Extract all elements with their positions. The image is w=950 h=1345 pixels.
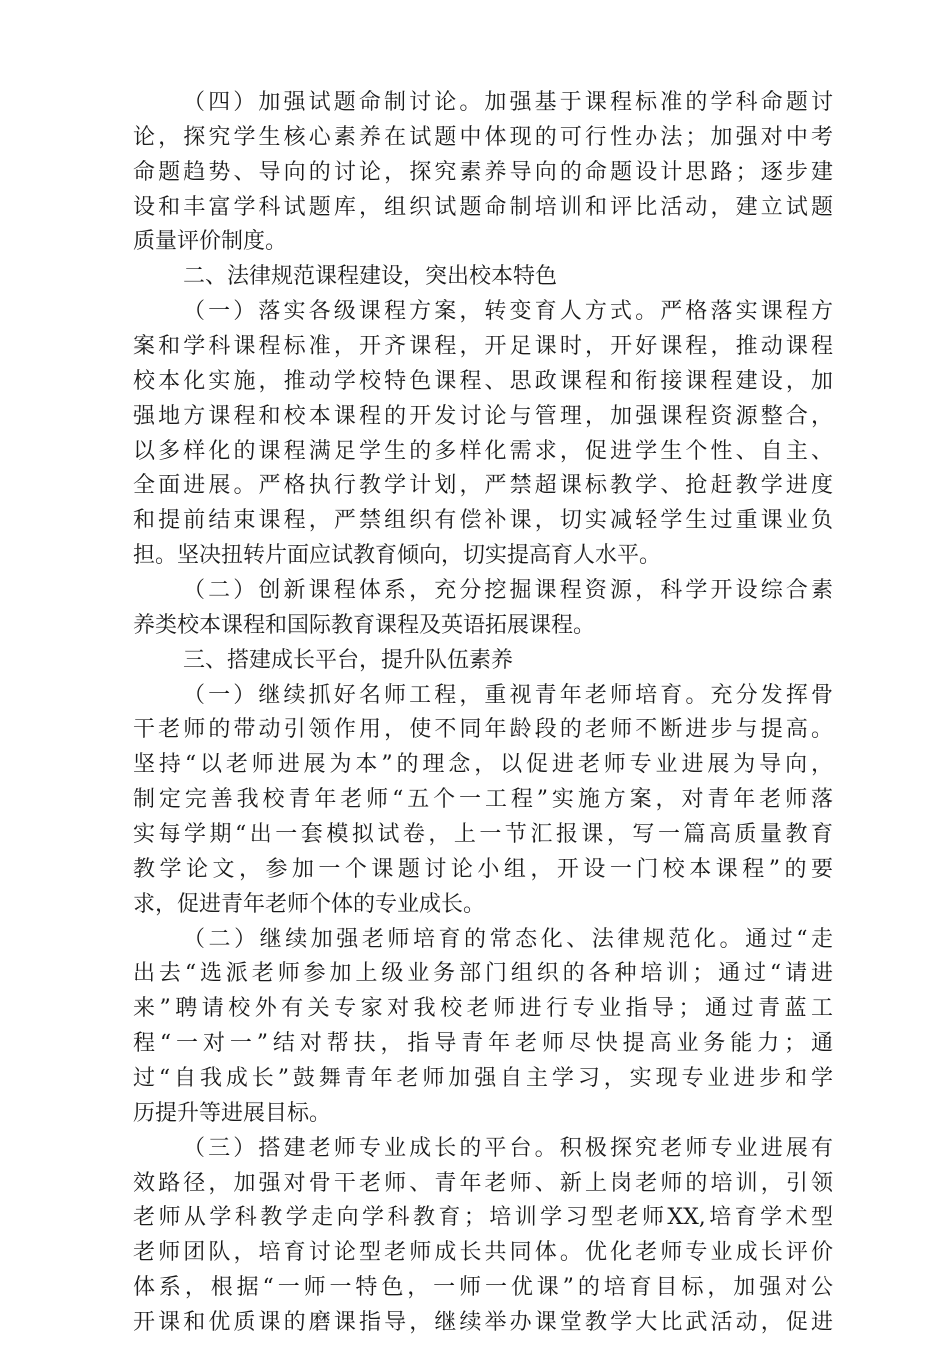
paragraph-4-line: 质量评价制度。 [133,229,288,254]
section-2-paragraph-1-line: 和提前结束课程，严禁组织有偿补课，切实减轻学生过重课业负 [133,508,833,533]
section-3-paragraph-2-line: 程“一对一”结对帮扶，指导青年老师尽快提高业务能力；通 [133,1031,833,1056]
paragraph-4-line: （四）加强试题命制讨论。加强基于课程标准的学科命题讨 [183,90,833,115]
section-3-paragraph-2-line: （二）继续加强老师培育的常态化、法律规范化。通过“走 [183,927,833,952]
section-2-paragraph-1-line: 担。坚决扭转片面应试教育倾向，切实提高育人水平。 [133,543,662,568]
section-3-paragraph-1-line: 干老师的带动引领作用，使不同年龄段的老师不断进步与提高。 [133,717,833,742]
section-3-paragraph-3-line: 开课和优质课的磨课指导，继续举办课堂教学大比武活动，促进 [133,1310,833,1335]
section-2-paragraph-1-line: 案和学科课程标准，开齐课程，开足课时，开好课程，推动课程 [133,334,833,359]
section-3-paragraph-1-line: 坚持“以老师进展为本”的理念，以促进老师专业进展为导向， [133,752,833,777]
section-3-paragraph-2-line: 来”聘请校外有关专家对我校老师进行专业指导；通过青蓝工 [133,996,833,1021]
section-3-paragraph-3-line: 效路径，加强对骨干老师、青年老师、新上岗老师的培训，引领 [133,1171,833,1196]
paragraph-4-line: 论，探究学生核心素养在试题中体现的可行性办法；加强对中考 [133,125,833,150]
section-3-paragraph-1-line: 求，促进青年老师个体的专业成长。 [133,892,486,917]
section-3-paragraph-2-line: 历提升等进展目标。 [133,1101,332,1126]
section-3-paragraph-3-line: （三）搭建老师专业成长的平台。积极探究老师专业进展有 [183,1136,833,1161]
section-3-paragraph-3-line: 老师从学科教学走向学科教育；培训学习型老师XX,培育学术型 [133,1205,833,1230]
section-3-paragraph-1-line: 实每学期“出一套模拟试卷，上一节汇报课，写一篇高质量教育 [133,822,833,847]
paragraph-4-line: 命题趋势、导向的讨论，探究素养导向的命题设计思路；逐步建 [133,160,833,185]
section-3-paragraph-1-line: （一）继续抓好名师工程，重视青年老师培育。充分发挥骨 [183,683,833,708]
section-3-paragraph-3-line: 体系，根据“一师一特色，一师一优课”的培育目标，加强对公 [133,1275,833,1300]
section-3-paragraph-1-line: 教学论文，参加一个课题讨论小组，开设一门校本课程”的要 [133,857,833,882]
section-2-paragraph-1-line: 全面进展。严格执行教学计划，严禁超课标教学、抢赶教学进度 [133,473,833,498]
section-2-paragraph-1-line: 强地方课程和校本课程的开发讨论与管理，加强课程资源整合， [133,404,833,429]
section-3-paragraph-1-line: 制定完善我校青年老师“五个一工程”实施方案，对青年老师落 [133,787,833,812]
section-3-heading: 三、搭建成长平台，提升队伍素养 [183,648,514,673]
section-2-heading: 二、法律规范课程建设，突出校本特色 [183,264,558,289]
section-2-paragraph-1-line: 以多样化的课程满足学生的多样化需求，促进学生个性、自主、 [133,439,833,464]
section-3-paragraph-2-line: 过“自我成长”鼓舞青年老师加强自主学习，实现专业进步和学 [133,1066,833,1091]
paragraph-4-line: 设和丰富学科试题库，组织试题命制培训和评比活动，建立试题 [133,195,833,220]
section-2-paragraph-1-line: （一）落实各级课程方案，转变育人方式。严格落实课程方 [183,299,833,324]
section-2-paragraph-2-line: （二）创新课程体系，充分挖掘课程资源，科学开设综合素 [183,578,833,603]
section-3-paragraph-3-line: 老师团队，培育讨论型老师成长共同体。优化老师专业成长评价 [133,1240,833,1265]
section-3-paragraph-2-line: 出去“选派老师参加上级业务部门组织的各种培训；通过“请进 [133,961,833,986]
section-2-paragraph-2-line: 养类校本课程和国际教育课程及英语拓展课程。 [133,613,596,638]
section-2-paragraph-1-line: 校本化实施，推动学校特色课程、思政课程和衔接课程建设，加 [133,369,833,394]
